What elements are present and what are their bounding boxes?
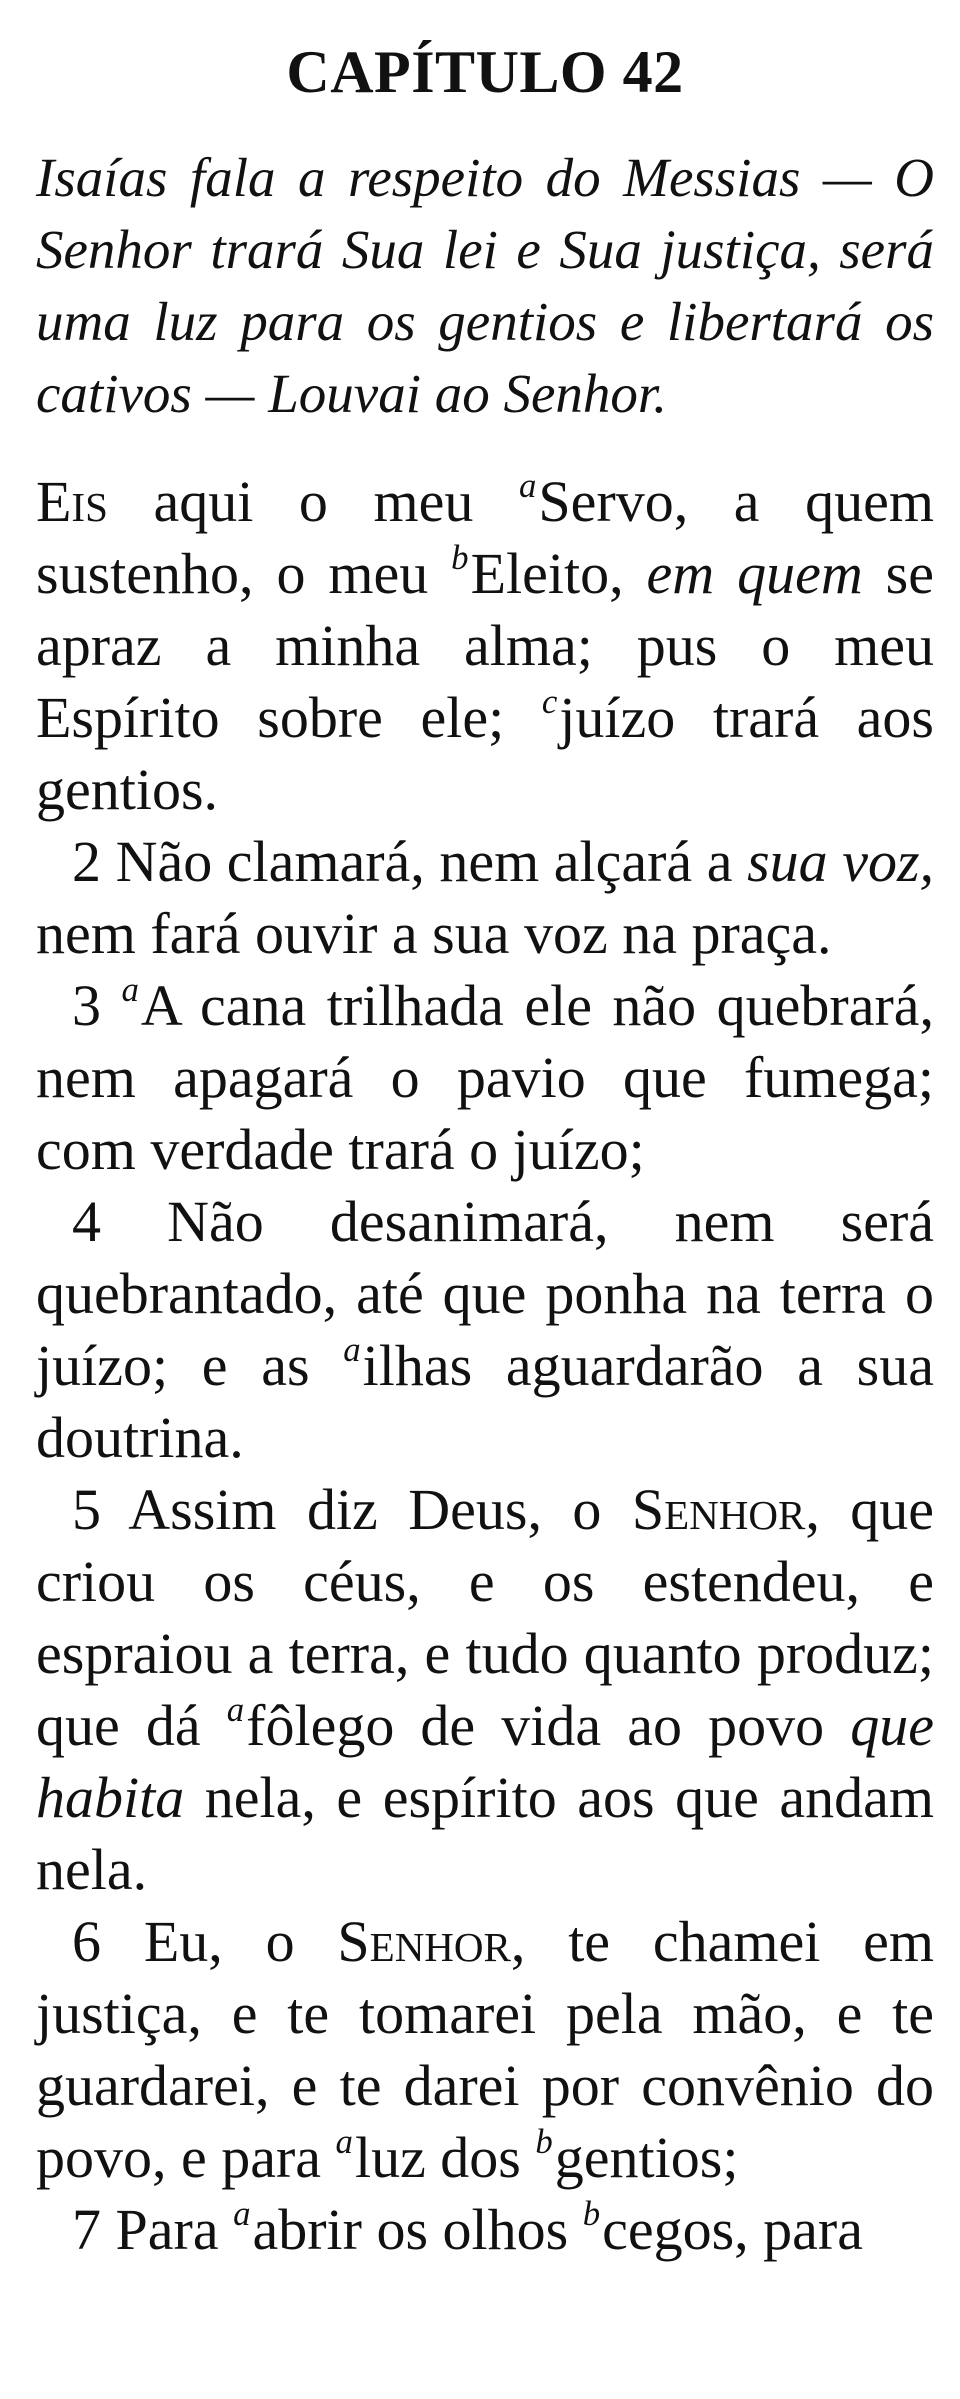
verse-text: cegos, para <box>602 2197 863 2262</box>
verse-text: ilhas aguardarão a sua doutrina. <box>36 1333 934 1470</box>
verse-text: , que criou os céus, e os estendeu, e espraiou a terra, e tudo quanto produz; que dá <box>36 1477 934 1758</box>
chapter-summary: Isaías fala a respeito do Messias — O Senhor trará Sua lei e Sua justiça, será uma luz para os gentios e libertará os cativos — Louvai ao Senhor. <box>36 147 934 424</box>
verse-text: Não desanimará, nem será quebrantado, até que ponha na terra o juízo; e as <box>36 1189 934 1398</box>
verse-number: 6 <box>72 1909 101 1974</box>
footnote-marker[interactable]: b <box>582 2193 601 2233</box>
scripture-page <box>36 0 934 2266</box>
verse-text: , te chamei em justiça, e te tomarei pela mão, e te guardarei, e te darei por convênio do povo, e para <box>36 1909 934 2190</box>
footnote-marker[interactable]: b <box>535 2121 553 2161</box>
verse-text: Servo, a quem sustenho, o meu <box>36 469 934 606</box>
small-caps-text: Senhor <box>337 1909 511 1974</box>
verse-text: Assim diz Deus, o <box>128 1477 632 1542</box>
verse-text: luz dos <box>354 2125 536 2190</box>
verse <box>36 826 934 970</box>
verse <box>36 1474 934 1906</box>
footnote-marker[interactable]: b <box>451 537 469 577</box>
verse <box>36 2194 934 2266</box>
verse-text: Para <box>115 2197 234 2262</box>
verse-text: juízo trará aos gentios. <box>36 685 934 822</box>
italic-text: que habita <box>36 1693 934 1830</box>
verse-text: aqui o meu <box>107 469 519 534</box>
verse-number: 4 <box>72 1189 101 1254</box>
footnote-marker[interactable]: c <box>541 681 558 721</box>
italic-text: em quem <box>646 541 863 606</box>
verse <box>36 1906 934 2194</box>
chapter-title: CAPÍTULO 42 <box>286 39 684 105</box>
footnote-marker[interactable]: a <box>226 1689 245 1729</box>
small-caps-text: Eis <box>36 469 108 534</box>
verse-text: abrir os olhos <box>252 2197 583 2262</box>
footnote-marker[interactable]: a <box>335 2121 353 2161</box>
footnote-marker[interactable]: a <box>518 465 537 505</box>
italic-text: sua voz, <box>747 829 935 894</box>
verse-text: se apraz a minha alma; pus o meu Espírito sobre ele; <box>36 541 934 750</box>
footnote-marker[interactable]: a <box>233 2193 251 2233</box>
verse-text: gentios; <box>554 2125 739 2190</box>
small-caps-text: Senhor <box>631 1477 806 1542</box>
verse-list <box>36 466 934 2266</box>
verse <box>36 1186 934 1474</box>
verse <box>36 970 934 1186</box>
verse-number: 7 <box>72 2197 101 2262</box>
verse-text: Não clamará, nem alçará a <box>115 829 748 894</box>
footnote-marker[interactable]: a <box>121 969 139 1009</box>
verse <box>36 466 934 826</box>
verse-number: 3 <box>72 973 101 1038</box>
verse-text: nela, e espírito aos que andam nela. <box>36 1765 934 1902</box>
verse-text: A cana trilhada ele não quebrará, nem apagará o pavio que fumega; com verdade trará o juízo; <box>36 973 935 1182</box>
verse-text: nem fará ouvir a sua voz na praça. <box>36 901 832 966</box>
verse-text: fôlego de vida ao povo <box>246 1693 851 1758</box>
verse-number: 2 <box>72 829 101 894</box>
verse-text: Eleito, <box>470 541 647 606</box>
footnote-marker[interactable]: a <box>343 1329 361 1369</box>
verse-text: Eu, o <box>143 1909 338 1974</box>
verse-number: 5 <box>72 1477 101 1542</box>
